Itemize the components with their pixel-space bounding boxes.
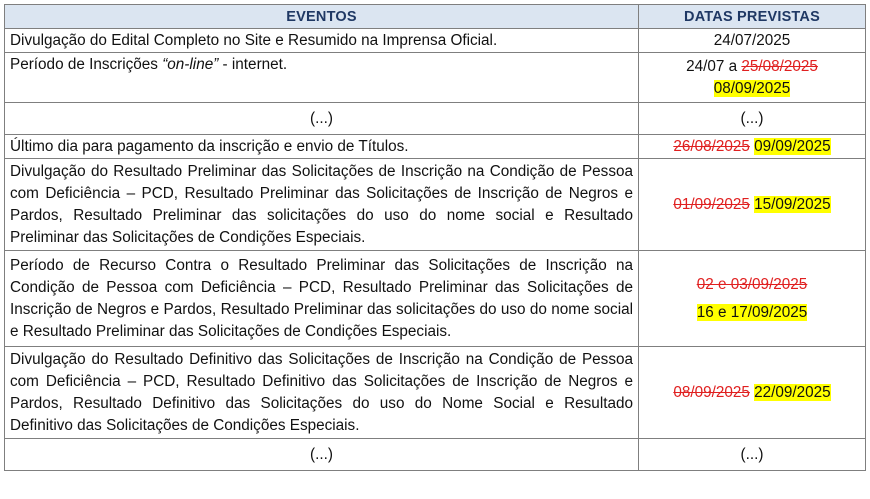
table-row [5,159,866,251]
table-row [5,347,866,439]
old-date: 08/09/2025 [673,383,750,401]
date-prefix: 24/07 a [686,57,742,75]
event-cell: Último dia para pagamento da inscrição e envio de Títulos. [5,135,639,159]
event-cell [5,53,639,103]
date-cell [639,53,866,103]
date-cell [639,159,866,251]
table-row [5,103,866,135]
event-cell: (...) [5,103,639,135]
date-cell [639,135,866,159]
table-row [5,439,866,471]
schedule-table [4,4,866,471]
event-cell: (...) [5,439,639,471]
event-cell: Divulgação do Resultado Preliminar das Solicitações de Inscrição na Condição de Pessoa com Deficiência – PCD, Resultado Preliminar das Solicitações de Inscrição de Negros e Pardos, Resultado Preliminar das solicitações do uso do nome social e Resultado Preliminar das Solicitações de Condições Especiais. [5,159,639,251]
old-date: 02 e 03/09/2025 [696,275,808,293]
date-cell: (...) [639,103,866,135]
date-cell [639,347,866,439]
old-date: 01/09/2025 [673,195,750,213]
event-cell: Divulgação do Edital Completo no Site e Resumido na Imprensa Oficial. [5,29,639,53]
dates-column-header: DATAS PREVISTAS [639,5,866,29]
event-cell: Divulgação do Resultado Definitivo das Solicitações de Inscrição na Condição de Pessoa com Deficiência – PCD, Resultado Definitivo das Solicitações de Inscrição de Negros e Pardos, Resultado Definitivo das Solicitações do uso do Nome Social e Resultado Definitivo das Solicitações de Condições Especiais. [5,347,639,439]
old-date: 25/08/2025 [741,57,818,75]
table-row [5,53,866,103]
date-cell: (...) [639,439,866,471]
old-date: 26/08/2025 [673,137,750,155]
new-date: 15/09/2025 [754,195,831,213]
date-cell [639,251,866,347]
event-text: - internet. [218,56,288,73]
event-cell: Período de Recurso Contra o Resultado Preliminar das Solicitações de Inscrição na Condição de Pessoa com Deficiência – PCD, Resultado Preliminar das Solicitações de Inscrição de Negros e Pardos, Resultado Preliminar das solicitações do uso do nome social e Resultado Preliminar das Solicitações de Condições Especiais. [5,251,639,347]
events-column-header: EVENTOS [5,5,639,29]
new-date: 16 e 17/09/2025 [696,303,808,321]
event-italic-text: “on-line” [162,56,219,73]
table-row [5,29,866,53]
new-date: 08/09/2025 [713,79,791,97]
table-row [5,251,866,347]
table-row [5,135,866,159]
event-text: Período de Inscrições [10,56,163,73]
new-date: 22/09/2025 [754,383,831,401]
new-date: 09/09/2025 [754,137,831,155]
date-cell: 24/07/2025 [639,29,866,53]
header-row [5,5,866,29]
